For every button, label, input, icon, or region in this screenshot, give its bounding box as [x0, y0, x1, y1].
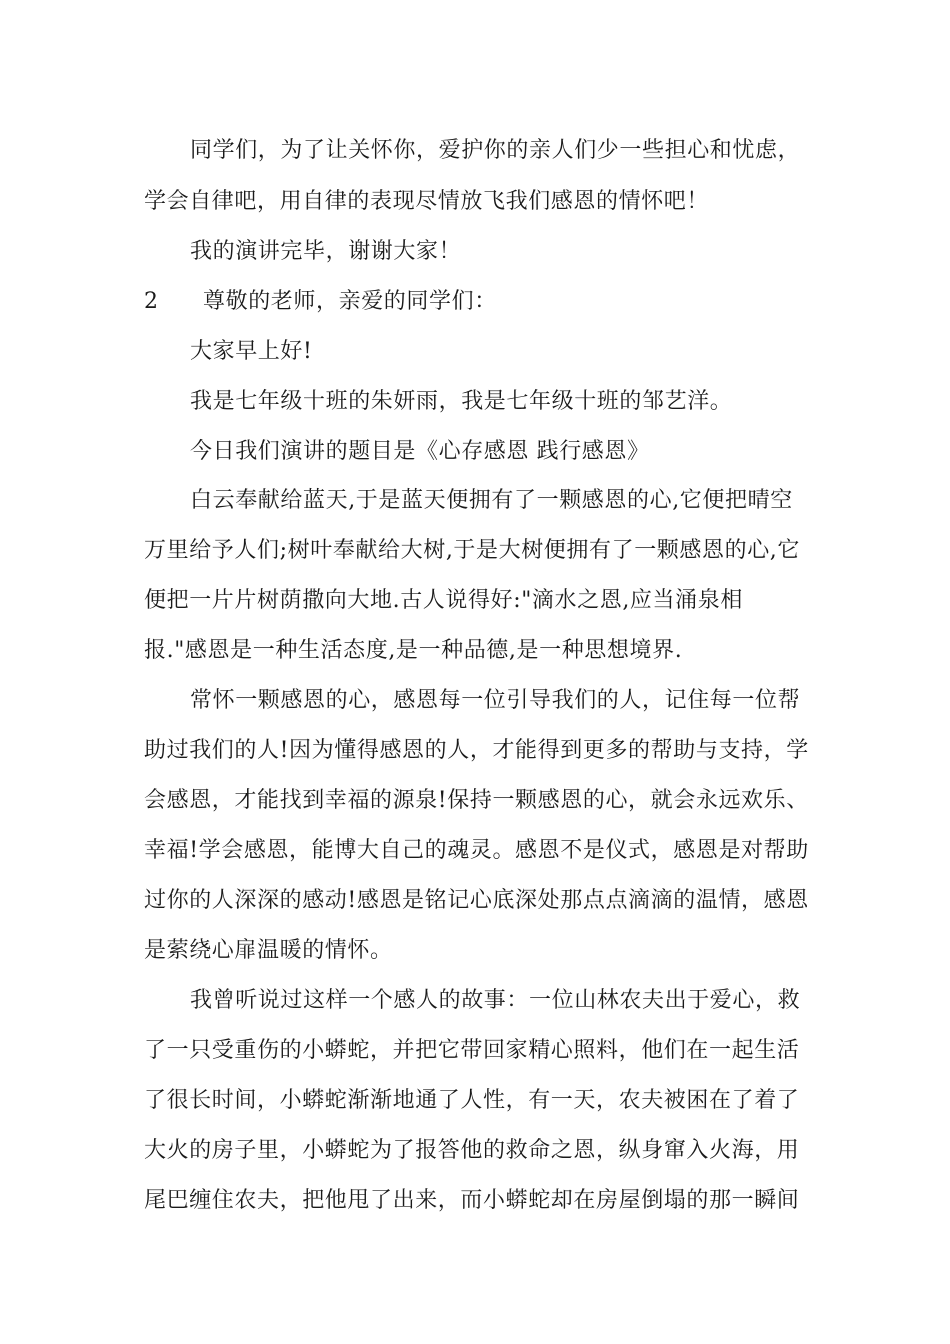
section-number: 2 [144, 289, 159, 314]
paragraph-line: 同学们，为了让关怀你，爱护你的亲人们少一些担心和忧虑， [190, 138, 801, 163]
paragraph-line: 白云奉献给蓝天,于是蓝天便拥有了一颗感恩的心,它便把晴空 [190, 488, 793, 513]
paragraph-line: 了一只受重伤的小蟒蛇，并把它带回家精心照料，他们在一起生活 [144, 1038, 800, 1063]
paragraph-line: 是萦绕心扉温暖的情怀。 [144, 938, 393, 963]
paragraph-line: 了很长时间，小蟒蛇渐渐地通了人性，有一天，农夫被困在了着了 [144, 1088, 800, 1113]
paragraph-line: 我是七年级十班的朱妍雨，我是七年级十班的邹艺洋。 [190, 389, 733, 414]
paragraph-line: 尾巴缠住农夫，把他甩了出来，而小蟒蛇却在房屋倒塌的那一瞬间 [144, 1188, 800, 1213]
paragraph-line: 学会自律吧，用自律的表现尽情放飞我们感恩的情怀吧！ [144, 189, 710, 214]
paragraph-line: 我的演讲完毕，谢谢大家！ [190, 239, 462, 264]
paragraph-line: 报."感恩是一种生活态度,是一种品德,是一种思想境界. [144, 638, 683, 663]
paragraph-line: 我曾听说过这样一个感人的故事：一位山林农夫出于爱心，救 [190, 988, 801, 1013]
paragraph-line: 万里给予人们;树叶奉献给大树,于是大树便拥有了一颗感恩的心,它 [144, 538, 801, 563]
paragraph-line: 助过我们的人!因为懂得感恩的人，才能得到更多的帮助与支持，学 [144, 738, 809, 763]
paragraph-line: 过你的人深深的感动!感恩是铭记心底深处那点点滴滴的温情，感恩 [144, 888, 809, 913]
speech-title-line: 今日我们演讲的题目是《心存感恩 践行感恩》 [190, 439, 650, 464]
paragraph-line: 便把一片片树荫撒向大地.古人说得好:"滴水之恩,应当涌泉相 [144, 588, 743, 613]
paragraph-line: 会感恩，才能找到幸福的源泉!保持一颗感恩的心，就会永远欢乐、 [144, 788, 809, 813]
greeting: 大家早上好! [190, 339, 313, 364]
salutation: 尊敬的老师，亲爱的同学们： [203, 289, 497, 314]
paragraph-line: 大火的房子里，小蟒蛇为了报答他的救命之恩，纵身窜入火海，用 [144, 1138, 800, 1163]
paragraph-line: 常怀一颗感恩的心，感恩每一位引导我们的人，记住每一位帮 [190, 688, 801, 713]
paragraph-line: 幸福!学会感恩，能博大自己的魂灵。感恩不是仪式，感恩是对帮助 [144, 838, 809, 863]
